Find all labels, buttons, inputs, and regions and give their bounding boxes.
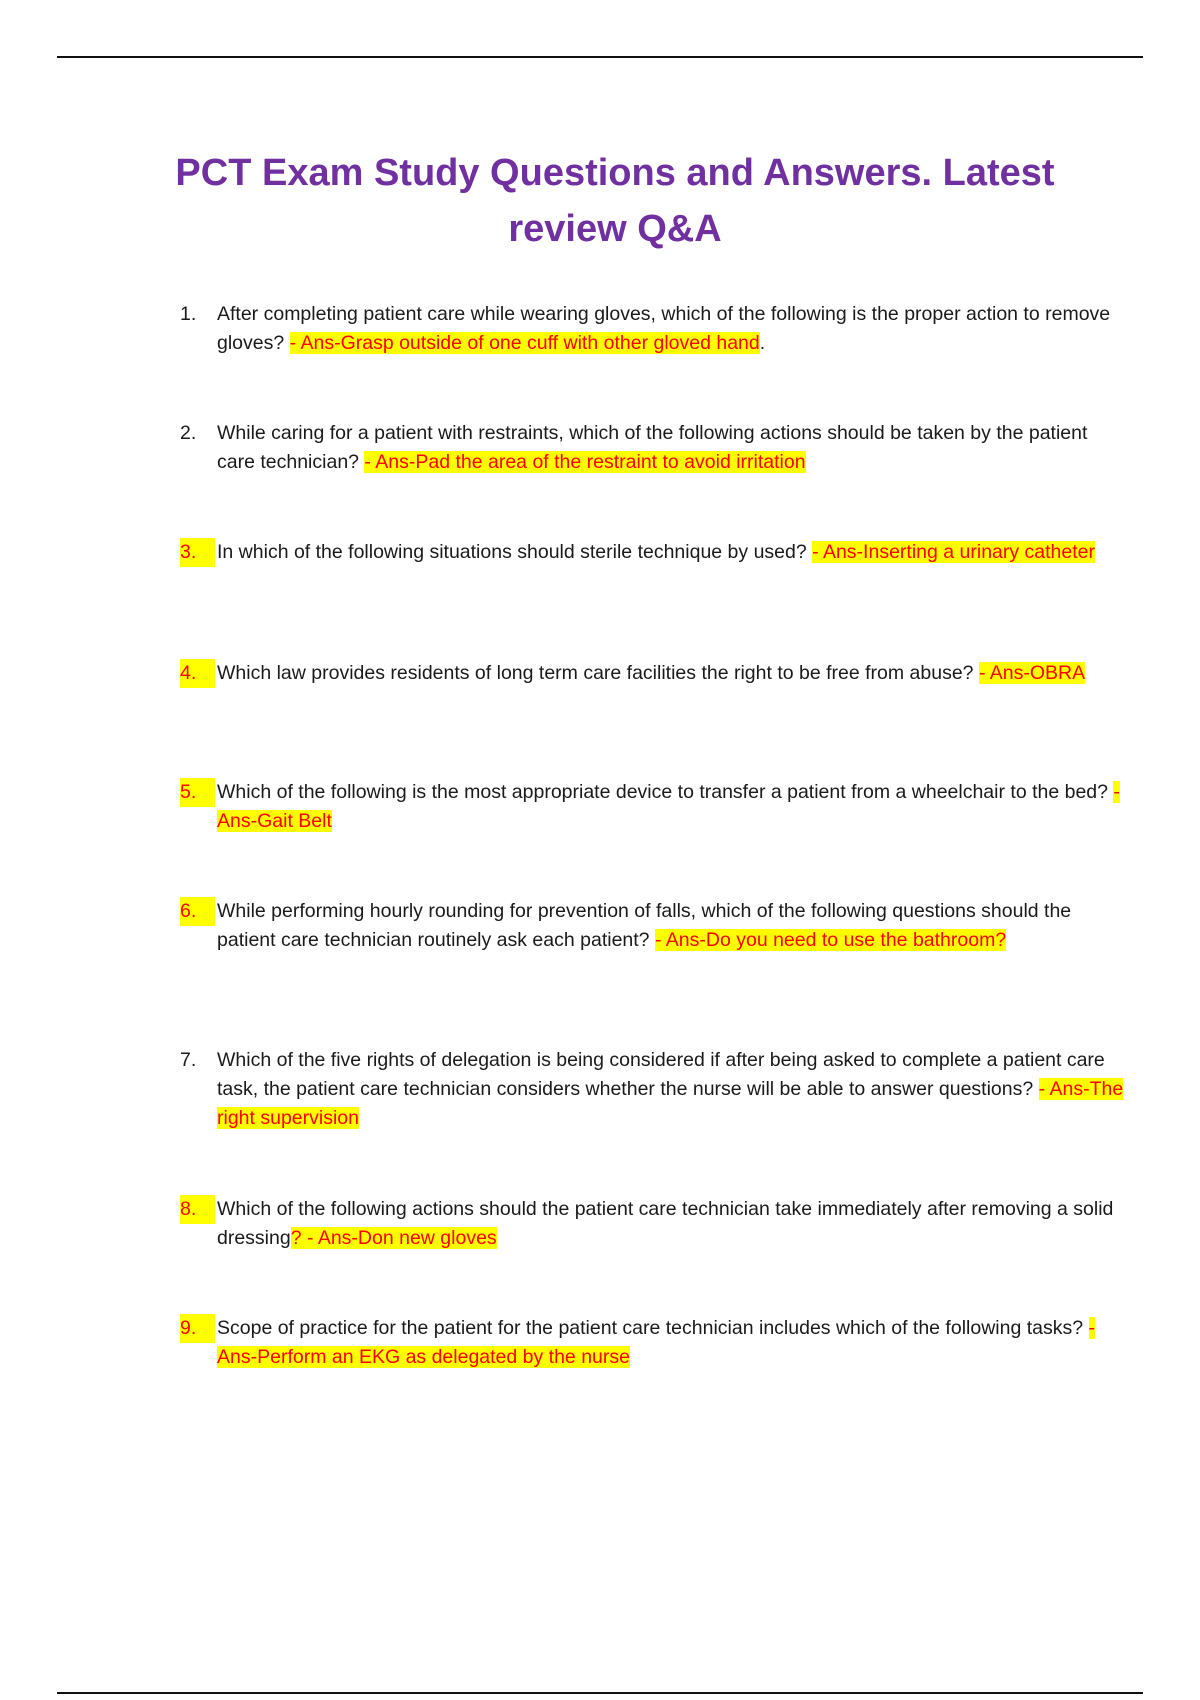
answer-text: - Ans-Inserting a urinary catheter [812,541,1096,563]
answer-text: - Ans-Gait Belt [217,781,1120,832]
qa-item-3 [180,538,1127,567]
question-text: While performing hourly rounding for prevention of falls, which of the following questions should the patient care technician routinely ask each patient? [217,900,1072,951]
question-text: In which of the following situations should sterile technique by used? [217,541,813,563]
question-text: Which law provides residents of long term care facilities the right to be free from abuse? [217,662,979,684]
bottom-rule [57,1692,1143,1694]
question-text: Which of the following is the most appropriate device to transfer a patient from a wheelchair to the bed? [217,781,1114,803]
item-number: 5. [180,778,215,807]
question-text: Scope of practice for the patient for the patient care technician includes which of the following tasks? [217,1317,1089,1339]
item-number: 2. [180,422,197,444]
answer-text: - Ans-Pad the area of the restraint to avoid irritation [364,451,806,473]
qa-item-7 [180,1046,1127,1133]
item-number: 7. [180,1049,197,1071]
page-title: PCT Exam Study Questions and Answers. Latest review Q&A [175,152,1055,250]
answer-text: - Ans-OBRA [978,662,1086,684]
question-text: Which of the five rights of delegation is being considered if after being asked to complete a patient care task, the patient care technician considers whether the nurse will be able to answer questions? [217,1049,1105,1100]
item-number: 6. [180,897,215,926]
answer-tail: . [759,332,766,354]
answer-text: ? - Ans-Don new gloves [290,1227,497,1249]
question-text: After completing patient care while wearing gloves, which of the following is the proper action to remove gloves? [217,303,1111,354]
top-rule [57,56,1143,58]
answer-text: - Ans-Perform an EKG as delegated by the nurse [217,1317,1096,1368]
qa-item-1 [180,300,1127,358]
answer-text: - Ans-Do you need to use the bathroom? [654,929,1007,951]
item-number: 9. [180,1314,215,1343]
qa-item-8 [180,1195,1127,1253]
item-number: 3. [180,538,215,567]
answer-text: - Ans-The right supervision [217,1078,1124,1129]
question-text: While caring for a patient with restraints, which of the following actions should be taken by the patient care technician? [217,422,1088,473]
answer-text: - Ans-Grasp outside of one cuff with other gloved hand [289,332,760,354]
item-number: 4. [180,659,215,688]
qa-item-2 [180,419,1127,477]
item-number: 8. [180,1195,215,1224]
qa-item-6 [180,897,1127,955]
qa-item-4 [180,659,1127,688]
qa-item-9 [180,1314,1127,1372]
item-number: 1. [180,303,197,325]
qa-item-5 [180,778,1127,836]
question-text: Which of the following actions should the patient care technician take immediately after removing a solid dressing [217,1198,1114,1249]
